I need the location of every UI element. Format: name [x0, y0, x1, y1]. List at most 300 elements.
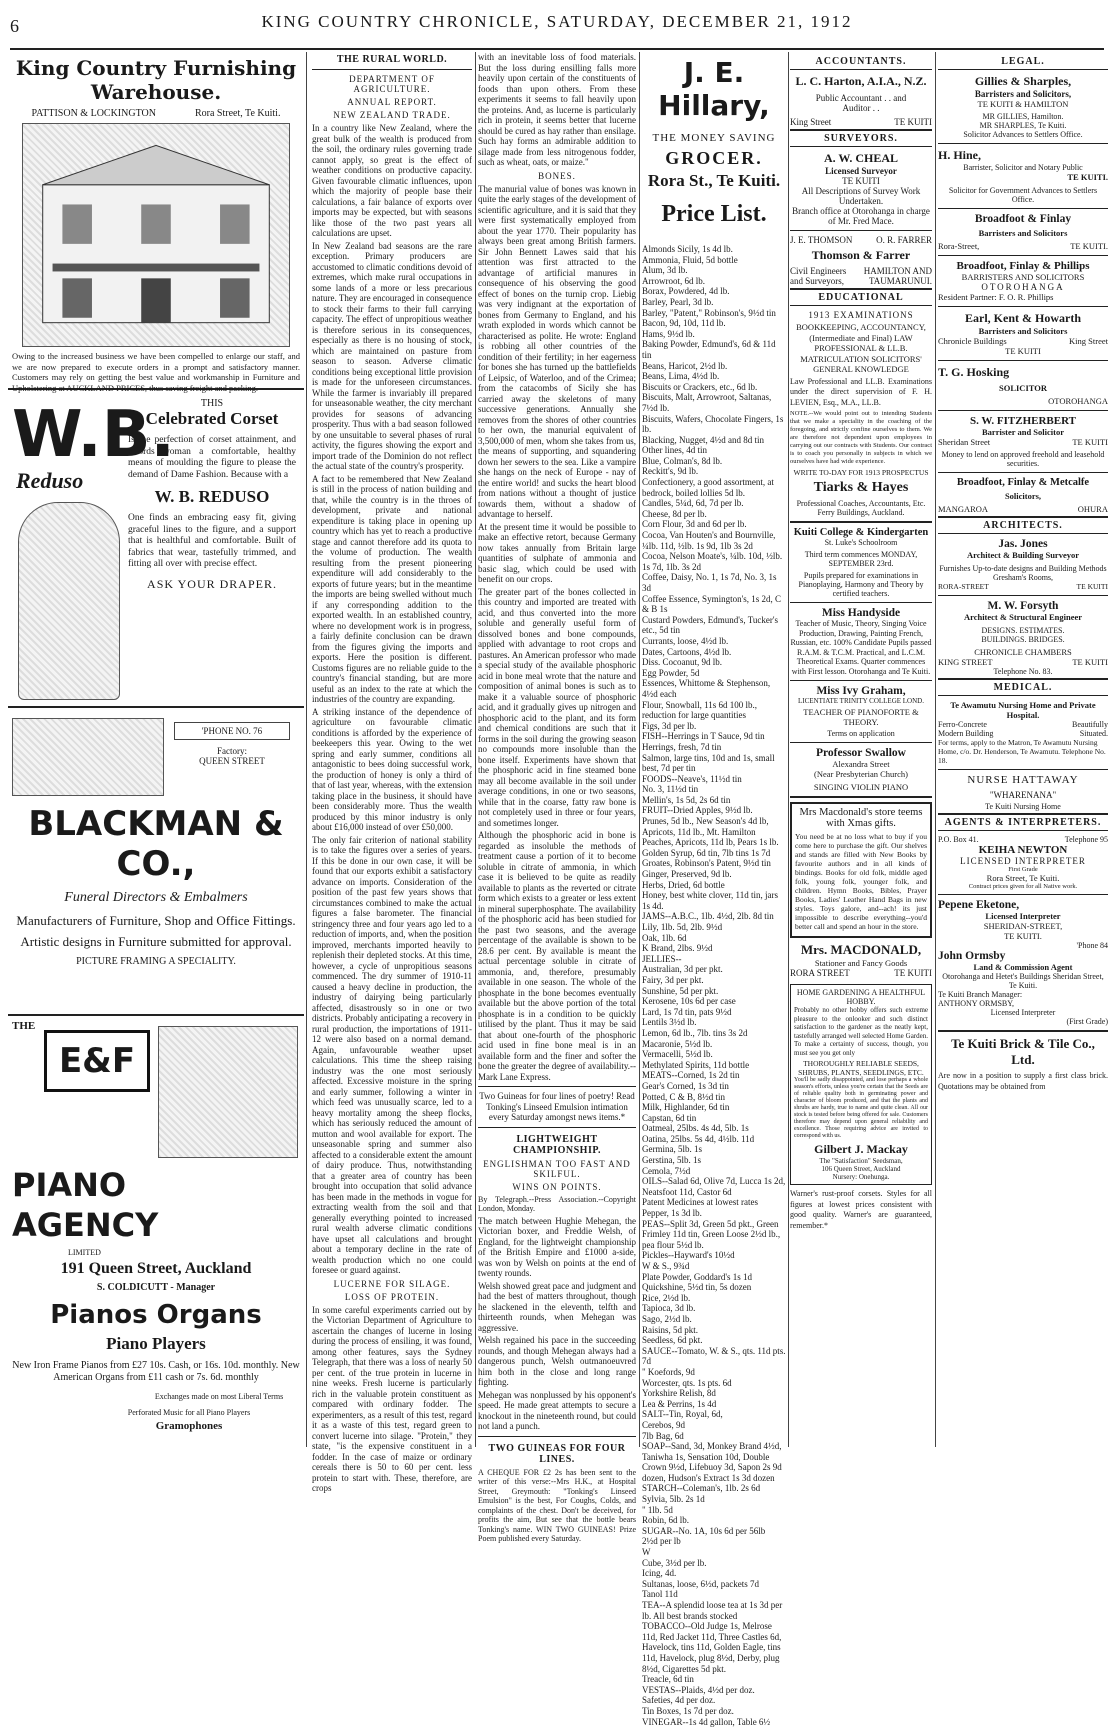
- price-list-item: Australian, 3d per pkt.: [642, 964, 723, 975]
- hosking-town: OTOROHANGA: [1048, 396, 1108, 406]
- price-list-item: W & S., 9¾d: [642, 1261, 690, 1271]
- gardening-text-2: You'll be sadly disappointed, and lose perhaps a whole season's efforts, unless you're certain that the Seeds are of reliable quality both in germinating power and character of bloom produced, and that the plants and shrubs are hardy, true to name and quite clean. All our stock is tested before being offered for sale. Customers therefore may depend upon general reliability and excellence. Those requiring advice are invited to correspond with us.: [794, 1077, 928, 1139]
- price-list-item: Dates, Cartoons, 4½d lb.: [642, 646, 732, 657]
- article-paragraph: The only fair criterion of national stability is to take the figures over a series of years. If this be done in our own case, it will be found that our exports exhibit a satisfactory advance on imports. Consideration of the position of the past few years shows that circumstances combined to make the actual figures a false barometer. The financial stringency three and four years ago led to a reduction of imports, and, when the position improved, merchants imported heavily to replenish their depleted stocks. At this time, however, a cycle of unpropitious seasons commenced. The dry summer of 1910-11 caused a heavy decline in production, the industry of dairying being particularly affected, disastrously so in one or two districts. Probably anticipating a recovery in rural production, the importations of 1911-12 were also based on a normal demand. Again, unfavourable weather upset calculations. This time the sheep raising industry was the one most seriously affected. Excessive moisture in the spring and early summer, following a winter in which feed was unusually scarce, led to a heavy mortality among the sheep flocks, which has seriously reduced the amount of mutton and wool available for export. The unseasonable spring and summer also affected to a considerable extent the amount of dairy produce. Thus, notwithstanding that a greater area of country has been brought into occupation that solid advance has been made in the methods in vogue for extracting wealth from the soil and that generally everything pointed to increased rural wealth adverse climatic conditions have upset all calculations and brought about a temporary decline in the rate of wealth production which no one could foresee or guard against.: [312, 834, 472, 1275]
- price-list-item: Ginger, Preserved, 9d lb.: [642, 869, 732, 880]
- handyside-description: Teacher of Music, Theory, Singing Voice Production, Drawing, Painting French, Russian, etc. 100% Candidate Pupils passed R.A.M. & T.C.M. Practical, and L.C.M. Theoretical Exams. Quarter commences with First lesson. Otorohanga and Te Kuiti.: [790, 619, 932, 676]
- forsyth-telephone: Telephone No. 83.: [993, 667, 1053, 676]
- price-list-item: Pickles--Hayward's 10½d: [642, 1250, 735, 1261]
- thomson-l2: and Surveyors,: [790, 276, 844, 286]
- jones-description: Furnishes Up-to-date designs and Building Methods: [939, 564, 1107, 573]
- earl-building: Chronicle Buildings: [938, 336, 1007, 346]
- hosking-subtitle: SOLICITOR: [998, 383, 1048, 393]
- price-list-item: Baking Powder, Edmund's, 6d & 11d tin: [642, 339, 776, 360]
- price-list-item: 2½d per lb: [642, 1536, 681, 1547]
- corset-ad: [8, 390, 304, 708]
- building-drawing: [23, 124, 289, 346]
- price-list-item: Arrowroot, 6d lb.: [642, 275, 705, 286]
- price-list-item: Cocoa, Van Houten's and Bournville, ¼lb. 11d, ½lb. 1s 9d, 1lb 3s 2d: [642, 530, 776, 551]
- newton-description: Contract prices given for all Native work.: [968, 883, 1078, 890]
- agency-word: AGENCY: [12, 1206, 159, 1244]
- gillies-partner-1: MR GILLIES, Hamilton.: [982, 112, 1064, 121]
- corset-cta: ASK YOUR DRAPER.: [147, 576, 277, 591]
- price-list-item: Fairy, 3d per pkt.: [642, 974, 704, 985]
- bfp-partner: Resident Partner: F. O. R. Phillips: [938, 292, 1054, 302]
- price-list-item: Biscuits, Malt, Arrowroot, Saltanas, 7½d lb.: [642, 392, 772, 413]
- macdonald-box-text: You need be at no loss what to buy if you come here to purchase the gift. Our shelves and stands are filled with New Books by favourite authors and in all kinds of bindings. Books for old folk, middle aged folk, young folk, younger folk, and children. Hymn Books, Bibles, Prayer Books, Ladies' Leather Hand Bags in new styles. Toys galore, and--ach! its just impossible to describe everything--you'd better call and spend an hour in the store.: [795, 832, 927, 931]
- price-list-item: Barley, Pearl, 3d lb.: [642, 296, 714, 307]
- forsyth-name: M. W. Forsyth: [987, 600, 1059, 612]
- price-list-item: Egg Powder, 5d: [642, 667, 700, 678]
- price-list-item: Blacking, Nugget, 4½d and 8d tin: [642, 434, 764, 445]
- article-paragraph: Welsh showed great pace and judgment and had the best of matters throughout, though he slackened in the eleventh, telfth and thirteenth rounds, when Mehegan was aggressive.: [478, 1280, 636, 1333]
- price-list-item: Kerosene, 10s 6d per case: [642, 996, 736, 1007]
- professional-column: [790, 52, 932, 1447]
- gardening-text: Probably no other hobby offers such extreme pleasure to the onlooker and such distinct satisfaction to the gardener as the neatly kept, tastefully arranged well selected Home Garden. To make a certainty of success, though, you must see you get only: [794, 1006, 928, 1057]
- cheal-description: All Descriptions of Survey Work Undertaken.: [801, 186, 921, 206]
- price-list-item: Herbs, Dried, 6d bottle: [642, 879, 725, 890]
- bfm-right: OHURA: [1077, 504, 1108, 514]
- piano-offer: New Iron Frame Pianos from £27 10s. Cash, or 16s. 10d. monthly. New American Organs from £11 cash or 7s. 6d. monthly: [12, 1360, 300, 1383]
- broadfoot-subtitle: Barristers and Solicitors: [978, 228, 1068, 238]
- price-list-item: Golden Syrup, 6d tin, 7lb tins 1s 7d: [642, 847, 771, 858]
- championship-subheading-2: WINS ON POINTS.: [512, 1181, 602, 1192]
- warehouse-building-illustration: [22, 123, 290, 347]
- educational-heading: EDUCATIONAL: [790, 288, 932, 306]
- price-list-item: FISH--Herrings in T Sauce, 9d tin: [642, 731, 765, 742]
- brick-description: Are now in a position to supply a first class brick. Quotations may be obtained from: [938, 1071, 1108, 1091]
- price-list-item: Pepper, 1s 3d lb.: [642, 1208, 702, 1219]
- nursing-l2: Modern Building: [938, 729, 994, 738]
- piano-agency-ad: [8, 1016, 304, 1436]
- price-list-item: Mellin's, 1s 5d, 2s 6d tin: [642, 794, 731, 805]
- price-list-item: Robin, 6d lb.: [642, 1515, 690, 1526]
- piano-exchanges: Exchanges made on most Liberal Terms: [154, 1392, 284, 1401]
- price-list-item: Cube, 3½d per lb.: [642, 1557, 707, 1568]
- hine-subtitle: Barrister, Solicitor and Notary Public: [963, 163, 1083, 172]
- piano-address: 191 Queen Street, Auckland: [60, 1260, 252, 1277]
- championship-subheading: ENGLISHMAN TOO FAST AND SKILFUL.: [483, 1158, 631, 1179]
- price-list-item: Cheese, 8d per lb.: [642, 508, 707, 519]
- price-list-item: K Brand, 2lbs. 9½d: [642, 943, 713, 954]
- price-list-item: Patent Medicines at lowest rates: [642, 1197, 758, 1208]
- price-list-item: SAUCE--Tomato, W. & S., qts. 11d pts. 7d: [642, 1345, 786, 1367]
- tiarks-name: Tiarks & Hayes: [813, 480, 909, 495]
- eketone-address: SHERIDAN-STREET,: [983, 921, 1063, 931]
- corset-monogram: W.B.: [12, 398, 175, 472]
- thomson-name: Thomson & Farrer: [811, 248, 911, 262]
- price-list-item: Alum, 3d lb.: [642, 265, 688, 276]
- corset-brand: W. B. REDUSO: [154, 487, 270, 506]
- price-list-item: Oatina, 25lbs. 5s 4d, 4½lb. 11d: [642, 1133, 755, 1144]
- newton-box: P.O. Box 41.: [938, 835, 979, 844]
- protein-heading: LOSS OF PROTEIN.: [344, 1291, 440, 1302]
- newspaper-title: KING COUNTRY CHRONICLE, SATURDAY, DECEMBER 21, 1912: [261, 12, 853, 31]
- rural-world-heading: THE RURAL WORLD.: [336, 54, 448, 65]
- price-list-item: Quickshine, 5½d tin, 5s dozen: [642, 1282, 752, 1293]
- eketone-name: Pepene Eketone,: [938, 899, 1020, 911]
- brick-company-name: Te Kuiti Brick & Tile Co., Ltd.: [951, 1036, 1095, 1067]
- exams-heading: 1913 EXAMINATIONS: [808, 310, 914, 320]
- nursing-home-name: Te Awamutu Nursing Home and Private Hospital.: [950, 700, 1096, 720]
- price-list-item: TOBACCO--Old Judge 1s, Melrose 11d, Red Jacket 11d, Three Castles 6d, Havelock, tins 11d, Golden Eagle, tins 11d, Havelock, plug 8½d, Derby, plug 8½d, Cigarettes 5d pkt.: [642, 1621, 782, 1674]
- kuiti-college-description: Pupils prepared for examinations in Pianoplaying, Harmony and Theory by certified teachers.: [798, 571, 924, 598]
- exams-description: Law Professional and LL.B. Examinations under the direct supervision of F. H. LEVIEN, Esq., M.A., LL.B.: [790, 376, 932, 407]
- two-guineas-heading: TWO GUINEAS FOR FOUR LINES.: [488, 1442, 626, 1465]
- article-paragraph: Mehegan was nonplussed by his opponent's speed. He made great attempts to secure a knockout in the nineteenth round, but could not land a punch.: [478, 1389, 636, 1431]
- price-list-item: Reckitt's, 9d lb.: [642, 466, 699, 477]
- exams-cta: WRITE TO-DAY FOR 1913 PROSPECTUS: [793, 468, 929, 477]
- newton-address: Rora Street, Te Kuiti.: [986, 873, 1060, 883]
- corset-text-2: One finds an embracing easy fit, giving graceful lines to the figure, and a support that is healthful and comfortable. Built of fabrics that wear, tastefully trimmed, and fitting all over with precise effect.: [128, 513, 296, 569]
- forsyth-designs: DESIGNS. ESTIMATES.: [981, 626, 1065, 635]
- blackman-factory: Factory:: [217, 746, 247, 756]
- article-paragraph: A fact to be remembered that New Zealand is still in the process of nation building and that, while the country is in the throes of development, private and national expenditure is taking place in opening up country which has yet to reach a productive stage and cannot therefore add its quota to the volume of production. The wealth resulting from the present pioneering expenditure will add considerably to the exports of future years; but in the meantime the imports are being swelled without much if any corresponding addition to the exported wealth. In an established country, where no development work is in progress, a fairly definite conclusion can be drawn from the figures giving the imports and exports. Here the position is different. Customs figures are no reliable guide to the country's financial standing, but are more useful as an index to the rate at which the industries of the country are expanding.: [312, 473, 472, 704]
- exams-list: BOOKKEEPING, ACCOUNTANCY, (Intermediate and Final) LAW PROFESSIONAL & LL.B. MATRICULATION SOLICITORS' GENERAL KNOWLEDGE: [796, 322, 926, 374]
- thomson-right: O. R. FARRER: [876, 235, 932, 245]
- mackay-name: Gilbert J. Mackay: [814, 1142, 908, 1156]
- cheal-town: TE KUITI: [842, 176, 880, 186]
- championship-heading: LIGHTWEIGHT CHAMPIONSHIP.: [512, 1133, 602, 1156]
- price-list-item: Honey, best white clover, 11d tin, jars 1s 4d.: [642, 890, 778, 911]
- graham-name: Miss Ivy Graham,: [816, 685, 906, 697]
- price-list-item: Biscuits or Crackers, etc., 6d lb.: [642, 381, 758, 392]
- price-list-item: VESTAS--Plaids, 4½d per doz.: [642, 1684, 755, 1695]
- piano-perforated: Perforated Music for all Piano Players: [127, 1408, 251, 1417]
- surveyors-heading: SURVEYORS.: [790, 129, 932, 147]
- jones-town: TE KUITI: [1076, 582, 1108, 591]
- accountants-heading: ACCOUNTANTS.: [790, 54, 932, 70]
- ormsby-grade: (First Grade): [1066, 1017, 1108, 1026]
- cheal-name: A. W. CHEAL: [823, 151, 899, 165]
- article-paragraph: In a country like New Zealand, where the great bulk of the wealth is produced from the soil, the ordinary rules governing trade cannot apply, so great is the effect of weather conditions on productive capacity. Given favourable climatic influences, upon which the majority of people base their calculations, a fair balance of exports over imports may be expected, but with seasons like those of the two past years all calculations are upset.: [312, 123, 472, 238]
- price-list-item: Treacle, 6d tin: [642, 1674, 694, 1685]
- bones-heading: BONES.: [538, 170, 576, 181]
- piano-limited: LIMITED: [68, 1248, 101, 1257]
- blackman-subtitle: Funeral Directors & Embalmers: [64, 890, 248, 905]
- price-list-item: Potted, C & B, 8½d tin: [642, 1091, 726, 1102]
- price-list-item: Coffee, Daisy, No. 1, 1s 7d, No. 3, 1s 3d: [642, 572, 777, 593]
- fitzherbert-street: Sheridan Street: [938, 437, 991, 447]
- price-list-item: Currants, loose, 4½d lb.: [642, 635, 729, 646]
- page-number: 6: [10, 16, 19, 36]
- price-list-item: Methylated Spirits, 11d bottle: [642, 1059, 750, 1070]
- price-list-item: Oak, 1lb. 6d: [642, 932, 687, 943]
- macdonald-subtitle: Stationer and Fancy Goods: [814, 958, 908, 968]
- mackay-subtitle: The "Satisfaction" Seedsman,: [819, 1157, 903, 1165]
- article-paragraph: In New Zealand bad seasons are the rare exception. Primary producers are accustomed to climatic conditions devoid of extremes, which make rural occupations in some lands of a more or less precarious nature. They are encouraged in consequence to stock their farms to their full carrying capacity. The effect of unpropitious weather is therefore serious in its consequences, especially as there is no housing of stock, which are maintained on pasture from season to season. Adverse climatic conditions being exceptional little provision is made for the unforeseen circumstances. While the farmer is invariably ill prepared for unseasonable weather, the city merchant provides for seasons of advancing prosperity. Thus with a bad season followed by one unsuitable to several phases of rural activity, the figures showing the export and import trade of the Dominion do not reflect the actual state of the country's prosperity.: [312, 240, 472, 471]
- price-list-item: Macaronie, 5½d lb.: [642, 1038, 713, 1049]
- rural-world-column: [312, 52, 472, 1493]
- price-list-item: FOODS--Neave's, 11½d tin: [642, 773, 742, 784]
- nursing-r2: Situated.: [1079, 729, 1108, 738]
- ormsby-name: John Ormsby: [938, 950, 1006, 962]
- wharenana-name: "WHARENANA": [989, 790, 1057, 800]
- price-list-item: JAMS--A.B.C., 1lb. 4½d, 2lb. 8d tin: [642, 911, 774, 922]
- price-list-item: Cocoa, Nelson Moate's, ¼lb. 10d, ½lb. 1s 7d, 1lb. 3s 2d: [642, 551, 783, 572]
- ormsby-subtitle: Land & Commission Agent: [973, 962, 1073, 972]
- blackman-description-2: Artistic designs in Furniture submitted for approval.: [20, 934, 292, 949]
- price-list-item: Flour, Snowball, 11s 6d 100 lb., reduction for large quantities: [642, 699, 758, 721]
- hearse-illustration: [12, 718, 164, 796]
- price-list-item: Beans, Haricot, 2½d lb.: [642, 360, 728, 371]
- mackay-nursery: Nursery: Onehunga.: [832, 1173, 890, 1181]
- price-list-item: Milk, Highlander, 6d tin: [642, 1102, 730, 1113]
- price-list-item: Salmon, large tins, 10d and 1s, small best, 7d per tin: [642, 752, 775, 774]
- broadfoot-street: Rora-Street,: [938, 241, 980, 251]
- thomson-r2: TAUMARUNUI.: [868, 276, 932, 286]
- advert-column-left: [8, 52, 304, 1447]
- earl-street: King Street: [1069, 336, 1108, 346]
- furnishing-warehouse-ad: [8, 52, 304, 393]
- price-list-item: Rice, 2½d lb.: [642, 1292, 691, 1303]
- price-list-item: Borax, Powdered, 4d lb.: [642, 286, 730, 297]
- price-list-item: Tin Boxes, 1s 7d per doz.: [642, 1705, 734, 1716]
- article-paragraph: with an inevitable loss of food materials. But the loss during ensilling falls more heavily upon certain of the constituents of foods than upon others. From these experiments it seems to fall heavily upon the proteins. And, as lucerne is particularly rich in protein, it seems better that lucerne should be cured as hay rather than ensilage. Such hay forms an admirable addition to silage made from less nitrogenous fodder, such as wheat, oats, or maize.": [478, 52, 636, 167]
- piano-manager: S. COLDICUTT - Manager: [96, 1282, 216, 1293]
- bfp-town: OTOROHANGA: [981, 282, 1065, 292]
- article-paragraph: The match between Hughie Mehegan, the Victorian boxer, and Freddie Welsh, of England, for the lightweight championship of the British Empire and £1000 a-side, was won by Welsh on points at the end of twenty rounds.: [478, 1215, 636, 1278]
- piano-the: THE: [12, 1020, 36, 1032]
- price-list-item: Lentils 3½d lb.: [642, 1017, 697, 1028]
- column-divider: [788, 52, 789, 1447]
- price-list-item: SOAP--Sand, 3d, Monkey Brand 4½d, Taniwha 1s, Sensation 10d, Double Crown 9½d, Lifebuoy 3d, Sapon 2s 9d dozen, Hudson's Extract 1s 3d dozen: [642, 1441, 782, 1483]
- price-list-item: Gerstina, 5lb. 1s: [642, 1155, 701, 1166]
- gillies-town: TE KUITI & HAMILTON: [977, 99, 1069, 109]
- thomson-left: J. E. THOMSON: [790, 235, 853, 245]
- price-list-item: Diss. Cocoanut, 9d lb.: [642, 657, 722, 668]
- price-list-item: Prunes, 5d lb., New Season's 4d lb, Apricots, 11d lb., Mt. Hamilton Peaches, Apricots, 11d lb, Pears 1s lb.: [642, 816, 779, 848]
- price-list-item: STARCH--Coleman's, 1lb. 2s 6d: [642, 1483, 761, 1494]
- fitzherbert-name: S. W. FITZHERBERT: [970, 415, 1076, 427]
- price-list-item: Capstan, 6d tin: [642, 1112, 697, 1123]
- forsyth-street: KING STREET: [938, 657, 993, 667]
- cheal-subtitle: Licensed Surveyor: [825, 166, 897, 176]
- newton-subtitle: LICENSED INTERPRETER: [960, 856, 1086, 866]
- hine-name: H. Hine,: [938, 148, 982, 162]
- graham-terms: Terms on application: [827, 729, 895, 738]
- price-list-item: Confectionery, a good assortment, at bedrock, boiled lollies 5d lb.: [642, 477, 774, 498]
- article-paragraph: Although the phosphoric acid in bone is regarded as insoluble the methods of treatment cause a portion of it to become soluble in citrate of ammonia, in which case it is believed to be quite as readily available to plants as the reverted or citrate form which exists to a greater or less extent in mineral superphosphate. The availability of the phosphoric acid has been studied for the past two seasons, and the average percentage of the available is shown to be 28.6 per cent. By available is meant the actual percentage soluble in citrate of ammonia, and, therefore, presumably available in one season. The whole of the phosphate in the bone becomes eventually available but the above portion of the total phosphate is in a condition to be quickly utilised by the plant. Thus it may be said that about one-fourth of the phosphoric acid used in fine bone meal is in an available form and the finer and softer the bone the greater the degree of availability.--Mark Lane Express.: [478, 830, 636, 1082]
- price-list-item: Sunshine, 5d per pkt.: [642, 985, 719, 996]
- price-list-item: Sultanas, loose, 6½d, packets 7d: [642, 1578, 759, 1589]
- price-list-items: [642, 244, 786, 1727]
- legal-column: [938, 52, 1108, 1447]
- price-list-item: Bacon, 9d, 10d, 11d lb.: [642, 318, 726, 329]
- newton-grade: First Grade: [1008, 866, 1038, 873]
- gardening-heading: HOME GARDENING A HEALTHFUL HOBBY.: [796, 988, 926, 1006]
- agents-heading: AGENTS & INTERPRETERS.: [938, 813, 1108, 831]
- earl-subtitle: Barristers and Solicitors: [978, 326, 1068, 336]
- price-list-item: Blue, Colman's, 8d lb.: [642, 455, 723, 466]
- piano-gramophones: Gramophones: [155, 1420, 223, 1432]
- gillies-name: Gillies & Sharples,: [974, 74, 1072, 88]
- hillary-price-list: [642, 52, 786, 1727]
- graham-subtitle: LICENTIATE TRINITY COLLEGE LOND.: [798, 697, 924, 705]
- bfp-subtitle: BARRISTERS AND SOLICITORS: [961, 272, 1085, 282]
- hosking-name: T. G. Hosking: [938, 365, 1010, 379]
- fitzherbert-subtitle: Barrister and Solicitor: [982, 427, 1064, 437]
- price-list-item: Sylvia, 5lb. 2s 1d: [642, 1494, 705, 1505]
- column-divider: [475, 52, 476, 1447]
- piano-word: PIANO: [12, 1166, 127, 1204]
- price-list-item: Essences, Whittome & Stephenson, 4½d each: [642, 678, 771, 699]
- broadfoot-town: TE KUITI.: [1070, 241, 1108, 251]
- eketone-phone: 'Phone 84: [1076, 941, 1108, 950]
- article-paragraph: A striking instance of the dependence of agriculture on favourable climatic conditions is afforded by the experience of beekeepers this year. Owing to the wet spring and early summer, conditions all antagonistic to bees doing successful work, the production of honey is only a third of that of last year, whereas, with the extension taking place in the business, it should have been considerably more. Thus the wealth produced by this minor industry is only about £16,000 instead of over £50,000.: [312, 706, 472, 832]
- lucerne-heading: LUCERNE FOR SILAGE.: [333, 1278, 451, 1289]
- harton-subtitle: Public Accountant . . and Auditor . .: [815, 93, 907, 113]
- piano-players: Piano Players: [106, 1334, 206, 1353]
- price-list-item: SUGAR--No. 1A, 10s 6d per 56lb: [642, 1525, 766, 1536]
- forsyth-buildings: BUILDINGS. BRIDGES.: [981, 635, 1065, 644]
- price-list-item: Other lines, 4d tin: [642, 445, 707, 456]
- corset-this: THIS: [200, 398, 224, 409]
- gillies-partner-2: MR SHARPLES, Te Kuiti.: [979, 121, 1067, 130]
- price-list-item: Groates, Robinson's Patent, 9½d tin: [642, 858, 771, 869]
- price-list-item: FRUIT--Dried Apples, 9½d lb.: [642, 805, 753, 816]
- nz-trade-heading: NEW ZEALAND TRADE.: [333, 110, 451, 120]
- swallow-subjects: SINGING VIOLIN PIANO: [813, 782, 909, 792]
- exams-note: NOTE.--We would point out to intending Students that we make a speciality in the coaching of the foregoing, and strictly confine ourselves to them. We are therefore not dependent upon employees in carrying out our contracts with Students. Our contract is to coach you personally in subjects in which we ourselves have had wide experience.: [790, 410, 932, 465]
- price-list-item: Coffee Essence, Symington's, 1s 2d, C & B 1s: [642, 593, 781, 615]
- gillies-subtitle: Barristers and Solicitors,: [974, 89, 1072, 99]
- price-list-item: Germina, 5lb. 1s: [642, 1144, 702, 1155]
- mackay-address: 106 Queen Street, Auckland: [821, 1165, 901, 1173]
- column-divider: [639, 52, 640, 1447]
- corset-headline: Celebrated Corset: [145, 409, 279, 428]
- ormsby-description: Otorohanga and Hetet's Buildings Sheridan Street, Te Kuiti.: [942, 972, 1104, 990]
- price-list-item: MEATS--Corned, 1s 2d tin: [642, 1070, 740, 1081]
- jones-subtitle: Architect & Building Surveyor: [967, 550, 1079, 560]
- jones-name: Jas. Jones: [998, 538, 1048, 550]
- macdonald-street: RORA STREET: [790, 968, 850, 978]
- furnishing-title: King Country Furnishing Warehouse.: [15, 56, 297, 104]
- newton-phone: Telephone 95: [1064, 835, 1108, 844]
- price-list-item: Barley, "Patent," Robinson's, 9½d tin: [642, 307, 776, 318]
- furnishing-address: Rora Street, Te Kuiti.: [194, 108, 281, 119]
- price-list-item: Custard Powders, Edmund's, Tucker's etc., 5d tin: [642, 614, 778, 636]
- newton-name: KEIHA NEWTON: [978, 844, 1068, 856]
- thomson-l1: Civil Engineers: [790, 266, 847, 276]
- price-list-item: 7lb Bag, 6d: [642, 1430, 684, 1441]
- pianos-organs: Pianos Organs: [50, 1300, 262, 1330]
- furnishing-body: Owing to the increased business we have been compelled to enlarge our staff, and we are now prepared to execute orders in a prompt and satisfactory manner. Customers may rely on getting the best value and workmanship in Furniture and Upholstering at AUCKLAND PRICES, thus saving freight and packing.: [12, 351, 300, 393]
- price-list-item: Lea & Perrins, 1s 4d: [642, 1398, 717, 1409]
- gillies-partner-3: Solicitor Advances to Settlers Office.: [963, 130, 1083, 139]
- price-list-item: Ammonia, Fluid, 5d bottle: [642, 254, 738, 265]
- price-list-item: Vermacelli, 5½d lb.: [642, 1049, 713, 1060]
- price-list-item: Plate Powder, Goddard's 1s 1d: [642, 1271, 752, 1282]
- department-heading: DEPARTMENT OF AGRICULTURE.: [349, 74, 435, 94]
- forsyth-chambers: CHRONICLE CHAMBERS: [974, 647, 1072, 657]
- price-list-item: No. 3, 11½d tin: [642, 784, 699, 795]
- price-list-item: OILS--Salad 6d, Olive 7d, Lucca 1s 2d, Neatsfoot 11d, Castor 6d: [642, 1176, 786, 1197]
- bones-column: [478, 52, 636, 1543]
- price-list-item: SALT--Tin, Royal, 6d,: [642, 1409, 723, 1420]
- annual-report-heading: ANNUAL REPORT.: [347, 97, 437, 107]
- article-paragraph: The greater part of the bones collected in this country and imported are treated with acid, and thus converted into the more soluble and generally useful form of dissolved bones and bone compounds, applied with advantage to root crops and pastures. An American professor who made a special study of the available phosphoric acid in bone meal wrote that the nature and composition of animal bones is such as to make it a valuable source of phosphoric acid, and it gradually gives up nitrogen and phosphoric acid to the plant, and its form and chemical conditions are such that it forms in the soil during the growing season no compounds more insoluble than the bone itself. Experiments have shown that the phosphoric acid in fine steamed bone may all become available in the soil under average conditions, in one or two seasons, while that in the coarse, fatty raw bone is not completely used in three or four years, and sometimes longer.: [478, 586, 636, 828]
- eketone-town: TE KUITI.: [1004, 931, 1042, 941]
- piano-illustration: [158, 1026, 298, 1158]
- bfm-name: Broadfoot, Finlay & Metcalfe: [956, 477, 1090, 488]
- ormsby-manager-name: ANTHONY ORMSBY,: [938, 999, 1015, 1008]
- hillary-grocer: GROCER.: [665, 148, 763, 168]
- article-paragraph: The manurial value of bones was known in quite the early stages of the development of scientific agriculture, and it is said that they were first systematically employed from about the year 1770. Their popularity has always been great among British farmers. Sir John Bennett Lawes said that his attention was first attracted to the advantage of artificial manures in consequence of his observing the good effect of bones on the turnip crop. Liebig was very indignant at the exportation of bones from Germany to England, and his wrath exploded in words which cannot be characterised as polite. He wrote: England is robbing all other countries of the condition of their fertility; in her eagerness for bones she has turned up the battlefields of Leipsic, of Waterloo, and of the Crimea; from the catacombs of Sicily she has carried away the skeletons of many successive generations. Annually she removes from the shores of other countries to her own, the manurial equivalent of 3,500,000 of men, whom she takes from us, the means of supporting, and squandering down her sewers to the sea. Like a vampire she hangs on the neck of Europe - nay of the entire world! and sucks the heart blood from nations without a thought of justice towards them, without a shadow of advantage to herself.: [478, 183, 636, 519]
- tonking-poem: A CHEQUE FOR £2 2s has been sent to the writer of this verse:--Mrs H.K., at Hospital Street, Greymouth: "Tonking's Linseed Emulsion" is the best, For Coughs, Colds, and complaints of the chest. Don't be deceived, for profits the aim, But see that the bottle bears Tonking's name. WIN TWO GUINEAS! Prize Poem published every Saturday.: [478, 1467, 636, 1543]
- macdonald-box-heading: Mrs Macdonald's store teems with Xmas gifts.: [799, 807, 923, 829]
- price-list-item: Seedless, 6d pkt.: [642, 1335, 703, 1346]
- jones-rooms: Gresham's Rooms,: [992, 573, 1054, 582]
- price-list-item: VINEGAR--1s 4d gallon, Table 6½: [642, 1716, 771, 1727]
- kuiti-college-name: Kuiti College & Kindergarten: [793, 527, 929, 538]
- price-list-item: Hams, 9½d lb.: [642, 328, 695, 339]
- bfm-left: MANGAROA: [938, 504, 989, 514]
- cheal-branch: Branch office at Otorohanga in charge of Mr. Fred Mace.: [792, 206, 930, 226]
- jones-street: RORA-STREET: [938, 582, 989, 591]
- earl-town: TE KUITI: [1005, 346, 1041, 356]
- harton-name: L. C. Harton, A.I.A., N.Z.: [795, 74, 927, 88]
- macdonald-name: Mrs. MACDONALD,: [800, 942, 922, 957]
- price-list-item: Raisins, 5d pkt.: [642, 1324, 699, 1335]
- corset-script: Reduso: [16, 468, 84, 493]
- price-list-item: Beans, Lima, 4½d lb.: [642, 371, 720, 382]
- handyside-name: Miss Handyside: [821, 607, 901, 619]
- price-list-item: Tapioca, 3d lb.: [642, 1303, 696, 1314]
- price-list-item: Herrings, fresh, 7d tin: [642, 741, 722, 752]
- wharenana-subtitle: Te Kuiti Nursing Home: [985, 802, 1061, 811]
- tiarks-subtitle: Professional Coaches, Accountants, Etc. Ferry Buildings, Auckland.: [796, 499, 926, 517]
- price-list-item: Lard, 1s 7d tin, pats 9½d: [642, 1006, 732, 1017]
- price-list-item: W: [642, 1547, 651, 1558]
- broadfoot-name: Broadfoot & Finlay: [974, 213, 1072, 225]
- two-guineas-notice: Two Guineas for four lines of poetry! Read Tonking's Linseed Emulsion intimation every Saturday amongst news items.*: [479, 1091, 635, 1122]
- swallow-name: Professor Swallow: [816, 747, 906, 759]
- telegraph-credit: By Telegraph.--Press Association.--Copyright London, Monday.: [478, 1194, 636, 1213]
- nursing-description: For terms, apply to the Matron, Te Awamutu Nursing Home, c/o. Dr. Henderson, Te Awamutu. Telephone No. 18.: [938, 738, 1106, 765]
- legal-heading: LEGAL.: [938, 54, 1108, 70]
- price-list-item: Candles, 5¼d, 6d, 7d per lb.: [642, 498, 744, 509]
- bfm-subtitle: Solicitors,: [1004, 491, 1042, 501]
- price-list-item: " 1lb. 5d: [642, 1504, 673, 1515]
- fitzherbert-description: Money to lend on approved freehold and leasehold securities.: [941, 450, 1105, 468]
- blackman-ad: [8, 708, 304, 1016]
- price-list-item: Tanol 11d: [642, 1589, 678, 1600]
- kuiti-college-term: Third term commences MONDAY, SEPTEMBER 23rd.: [804, 550, 918, 568]
- price-list-item: Lemon, 6d lb., 7lb. tins 3s 2d: [642, 1027, 748, 1038]
- harton-town: TE KUITI: [894, 117, 932, 127]
- price-list-item: Almonds Sicily, 1s 4d lb.: [642, 244, 733, 254]
- price-list-item: Cemola, 7½d: [642, 1165, 691, 1176]
- price-list-item: TEA--A splendid loose tea at 1s 3d per lb. All best brands stocked: [642, 1600, 783, 1621]
- hillary-name: J. E. Hillary,: [658, 56, 770, 122]
- price-list-item: Lily, 1lb. 5d, 2lb. 9½d: [642, 922, 723, 932]
- price-list-item: Cerebos, 9d: [642, 1419, 685, 1430]
- article-paragraph: At the present time it would be possible to make an effective retort, because Germany now takes annually from Britain large quantities of sulphate of ammonia and basic slag, which could be used with benefit on our crops.: [478, 521, 636, 584]
- hine-town: TE KUITI.: [1067, 172, 1108, 182]
- warner-notice: Warner's rust-proof corsets. Styles for all figures at lowest prices consistent with good quality. Warner's are guaranteed, remember.*: [790, 1189, 932, 1230]
- corset-figure-illustration: [18, 502, 120, 700]
- fitzherbert-town: TE KUITI: [1072, 437, 1108, 447]
- furnishing-proprietors: PATTISON & LOCKINGTON: [31, 108, 156, 119]
- blackman-framing: PICTURE FRAMING A SPECIALITY.: [76, 956, 236, 967]
- price-list-item: " Koefords, 9d: [642, 1366, 695, 1377]
- blackman-factory-address: QUEEN STREET: [199, 756, 265, 766]
- swallow-near: (Near Presbyterian Church): [814, 769, 908, 779]
- hillary-tagline: THE MONEY SAVING: [652, 132, 776, 144]
- masthead: [10, 6, 1104, 46]
- hillary-address: Rora St., Te Kuiti.: [647, 171, 781, 190]
